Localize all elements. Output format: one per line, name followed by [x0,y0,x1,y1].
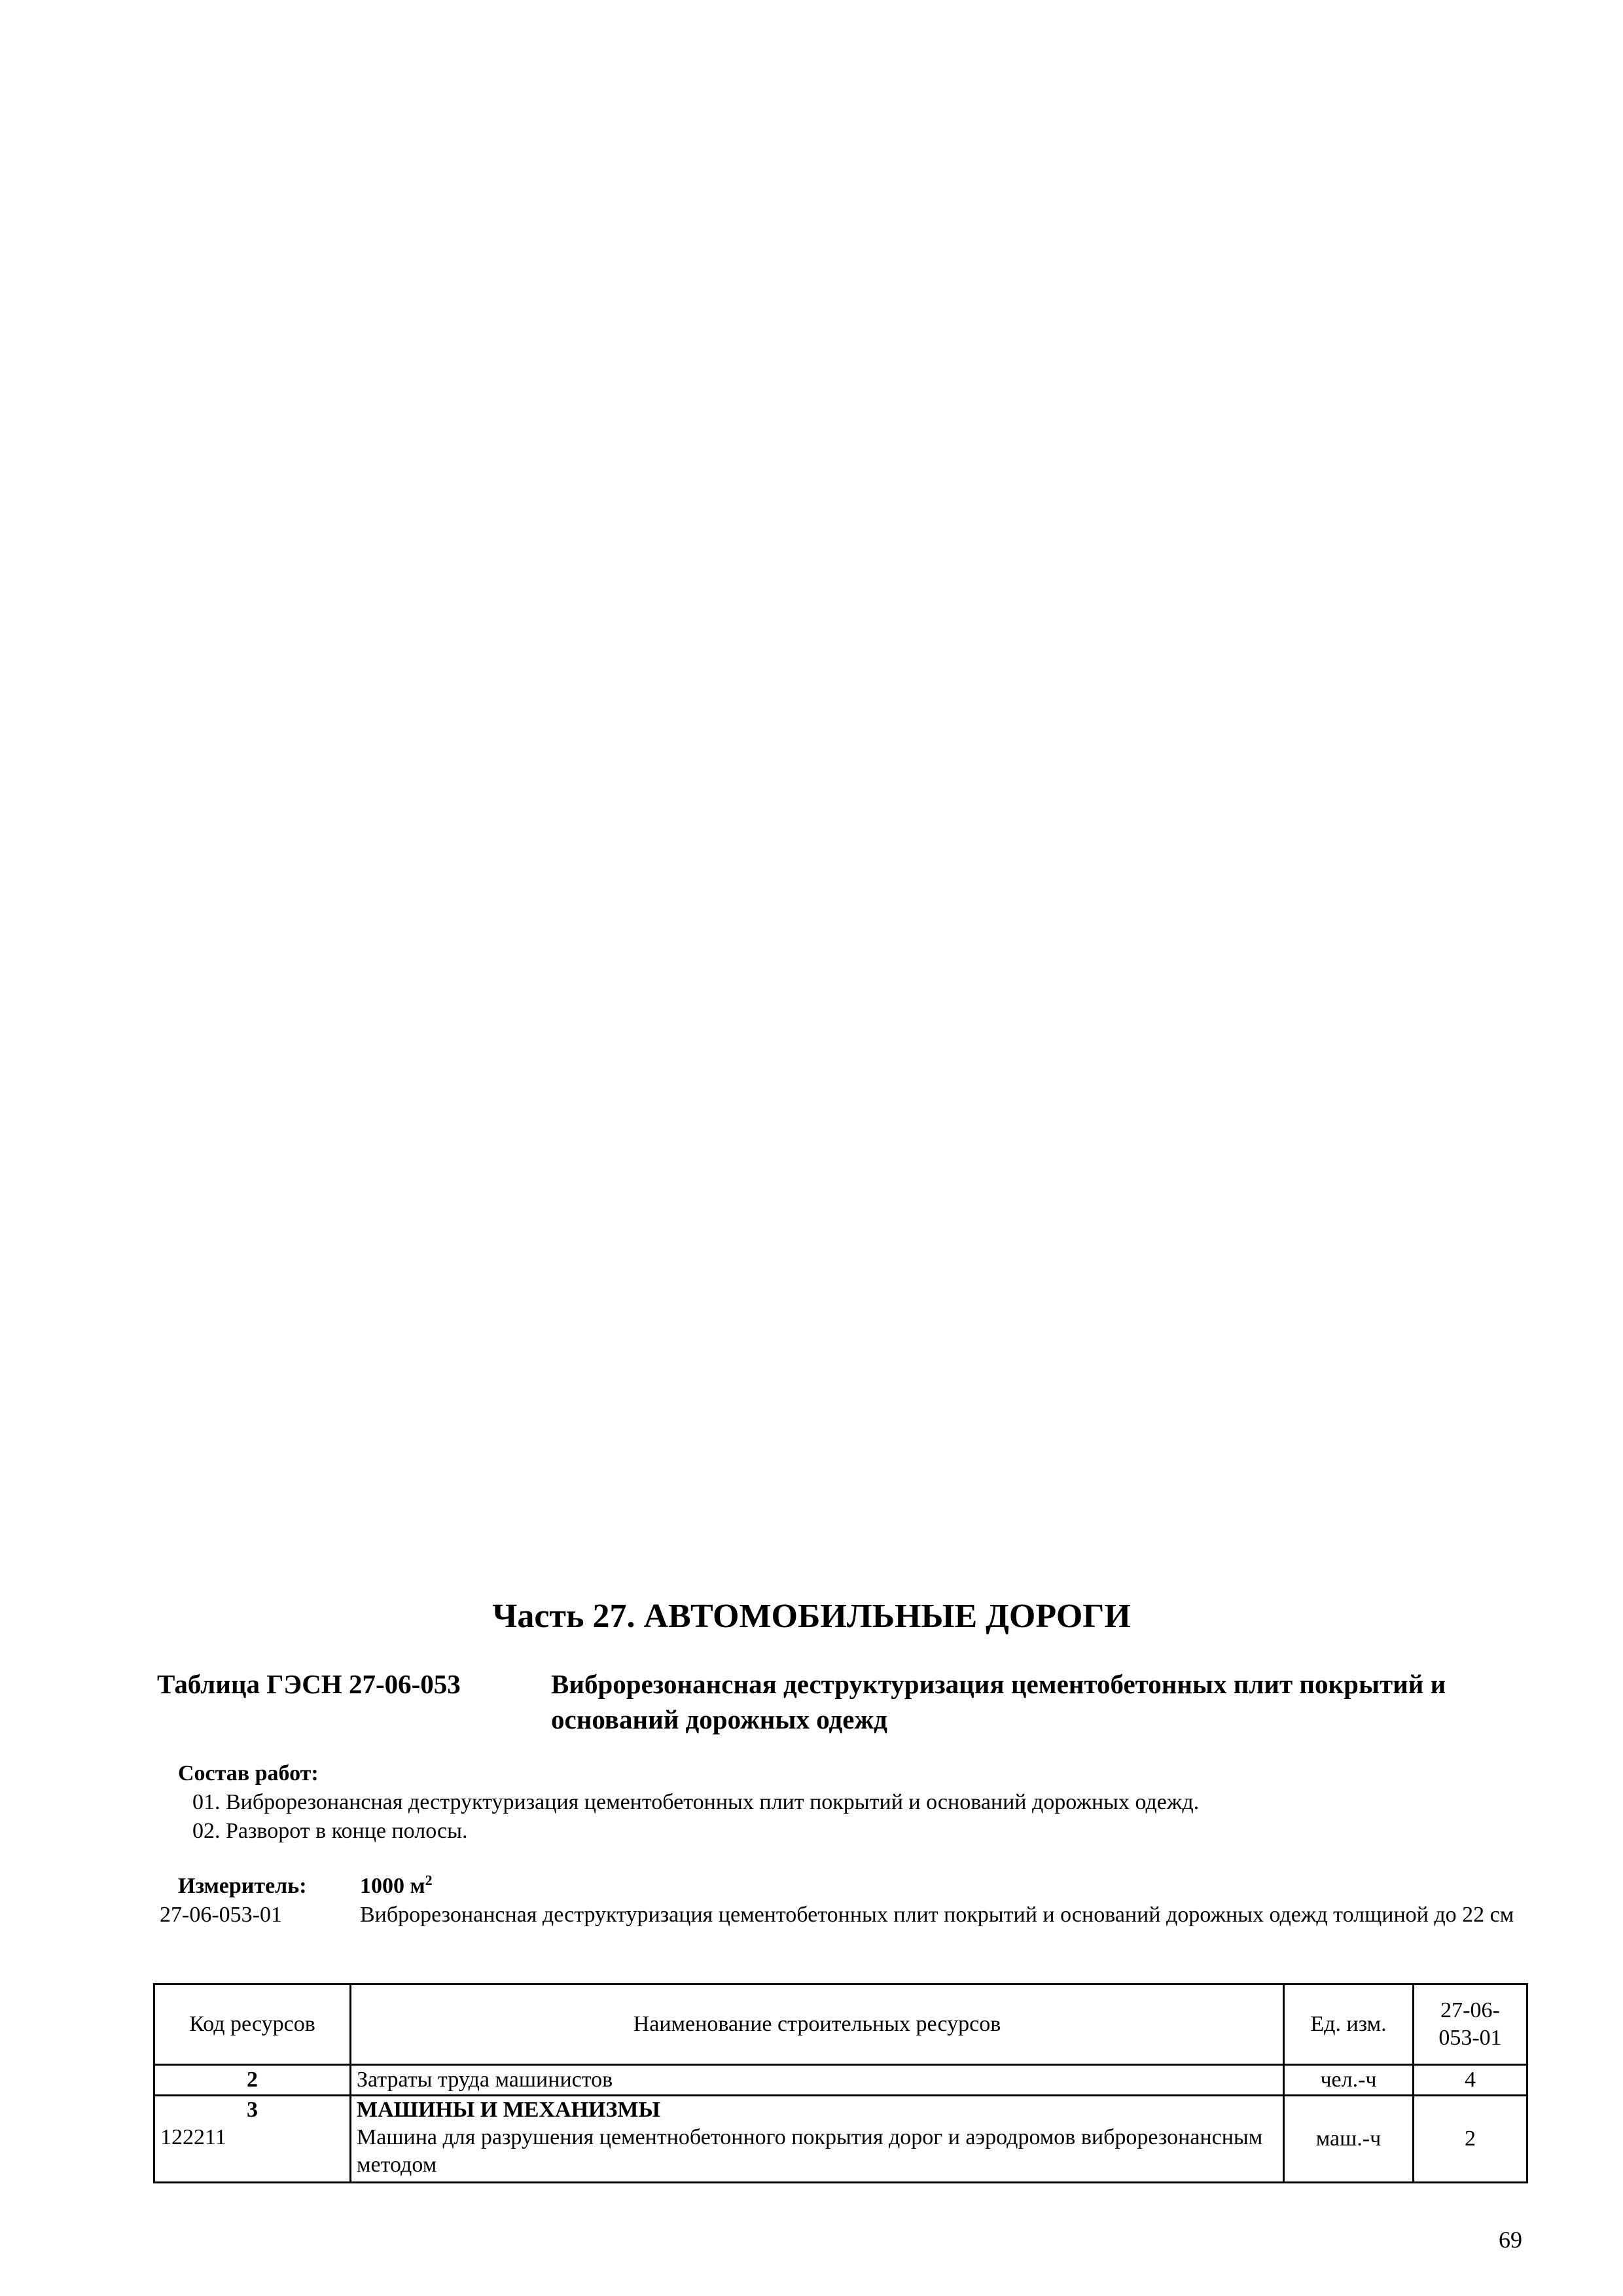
measure-label: Измеритель: [178,1874,307,1898]
header-unit: Ед. изм. [1284,1984,1414,2065]
section-number: 2 [154,2065,351,2096]
measure-value-text: 1000 м [360,1874,425,1898]
work-item: 02. Разворот в конце полосы. [192,1819,468,1843]
section-title: МАШИНЫ И МЕХАНИЗМЫ [357,2098,660,2122]
header-name: Наименование строительных ресурсов [351,1984,1284,2065]
table-header-row [154,1984,1527,2065]
table-title: Виброрезонансная деструктуризация цементобетонных плит покрытий и оснований дорожных одежд [551,1669,1446,1734]
name-cell [351,2096,1284,2183]
header-norm [1414,1984,1527,2065]
measure-value-superscript: 2 [425,1872,433,1888]
header-code: Код ресурсов [154,1984,351,2065]
code-cell [154,2096,351,2183]
resource-value: 4 [1414,2065,1527,2096]
resource-unit: чел.-ч [1284,2065,1414,2096]
table-row [154,2065,1527,2096]
norm-description: Виброрезонансная деструктуризация цементобетонных плит покрытий и оснований дорожных одежд толщиной до 22 см [360,1903,1514,1927]
work-item: 01. Виброрезонансная деструктуризация цементобетонных плит покрытий и оснований дорожных одежд. [192,1790,1200,1814]
table-label: Таблица ГЭСН 27-06-053 [157,1669,461,1699]
measure-value [360,1872,433,1901]
table-row [154,2096,1527,2183]
header-norm-line: 053-01 [1438,2026,1502,2050]
resource-table [153,1983,1528,2183]
norm-code: 27-06-053-01 [160,1903,282,1927]
resource-name: Затраты труда машинистов [351,2065,1284,2096]
section-number: 3 [247,2098,258,2122]
resource-code: 122211 [160,2125,226,2149]
part-title: Часть 27. АВТОМОБИЛЬНЫЕ ДОРОГИ [492,1598,1131,1635]
resource-value: 2 [1414,2096,1527,2183]
resource-name: Машина для разрушения цементнобетонного покрытия дорог и аэродромов виброрезонансным методом [357,2125,1263,2177]
header-norm-line: 27-06- [1440,1998,1500,2022]
works-heading: Состав работ: [178,1761,319,1785]
resource-unit: маш.-ч [1284,2096,1414,2183]
page-number: 69 [1499,2227,1522,2253]
